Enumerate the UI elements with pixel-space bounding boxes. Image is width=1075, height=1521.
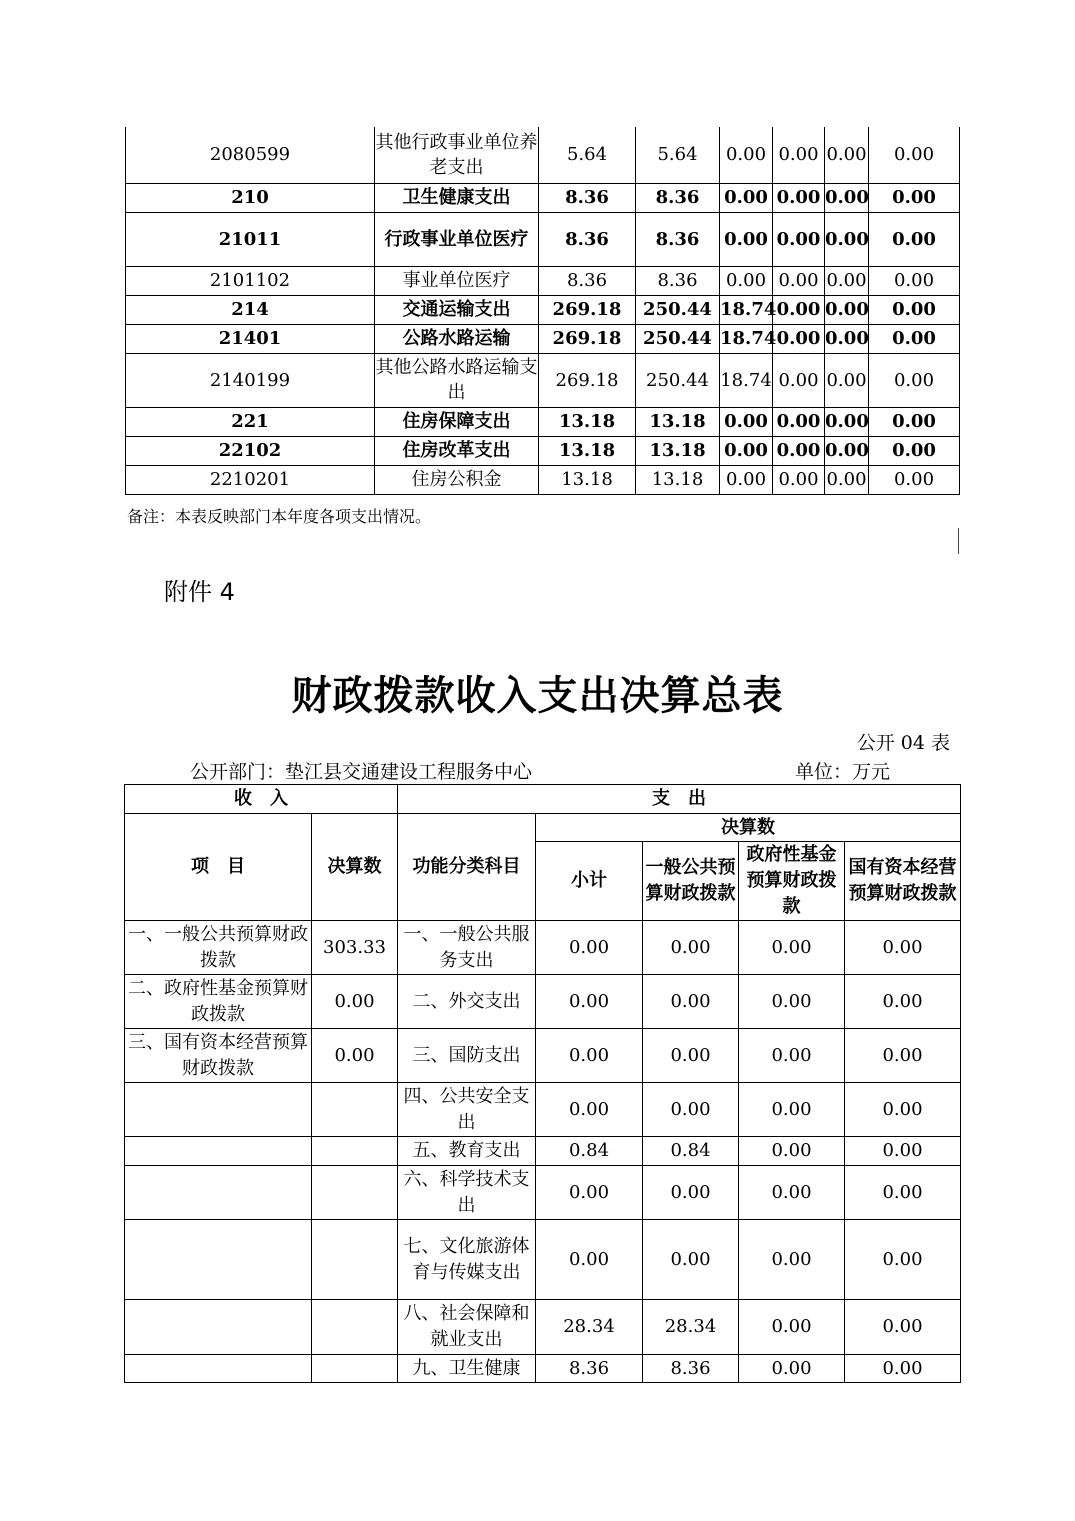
cell-value: 0.00 <box>720 212 773 266</box>
cell-name: 住房公积金 <box>375 465 539 494</box>
cell-function: 八、社会保障和就业支出 <box>398 1300 536 1355</box>
cell-amount <box>312 1220 398 1300</box>
divider <box>958 528 959 554</box>
cell-value: 0.00 <box>869 183 960 212</box>
cell-value: 250.44 <box>636 353 720 407</box>
cell-amount <box>312 1300 398 1355</box>
cell-value: 0.00 <box>825 212 869 266</box>
cell-name: 住房保障支出 <box>375 407 539 436</box>
cell-value: 0.00 <box>869 212 960 266</box>
table-note: 备注：本表反映部门本年度各项支出情况。 <box>127 507 432 526</box>
cell-value: 8.36 <box>539 183 636 212</box>
cell-value: 8.36 <box>643 1355 739 1383</box>
cell-value: 0.00 <box>739 1166 845 1220</box>
cell-value: 0.00 <box>845 975 961 1029</box>
cell-value: 0.00 <box>739 1300 845 1355</box>
cell-code: 221 <box>126 407 375 436</box>
fiscal-summary-table <box>124 784 961 1383</box>
cell-item <box>125 1083 312 1137</box>
cell-value: 0.00 <box>845 1083 961 1137</box>
cell-value: 0.00 <box>773 183 825 212</box>
cell-value: 0.00 <box>869 295 960 324</box>
cell-value: 18.74 <box>720 324 773 353</box>
cell-name: 公路水路运输 <box>375 324 539 353</box>
table-row <box>126 465 960 494</box>
cell-value: 0.00 <box>825 266 869 295</box>
cell-value: 13.18 <box>539 407 636 436</box>
cell-value: 28.34 <box>536 1300 643 1355</box>
cell-function: 六、科学技术支出 <box>398 1166 536 1220</box>
cell-value: 13.18 <box>636 465 720 494</box>
cell-value: 8.36 <box>636 183 720 212</box>
cell-value: 0.00 <box>739 1029 845 1083</box>
cell-code: 2140199 <box>126 353 375 407</box>
cell-code: 210 <box>126 183 375 212</box>
cell-value: 0.00 <box>536 921 643 975</box>
page-title: 财政拨款收入支出决算总表 <box>291 672 784 719</box>
table-row <box>126 127 960 183</box>
cell-value: 0.00 <box>825 127 869 183</box>
cell-code: 2210201 <box>126 465 375 494</box>
table-row <box>125 1166 961 1220</box>
cell-value: 0.00 <box>739 1083 845 1137</box>
header-row <box>125 814 961 842</box>
cell-value: 0.00 <box>845 1355 961 1383</box>
table-row <box>125 1355 961 1383</box>
cell-value: 13.18 <box>539 436 636 465</box>
cell-name: 住房改革支出 <box>375 436 539 465</box>
cell-value: 0.00 <box>739 1355 845 1383</box>
cell-value: 0.84 <box>536 1137 643 1166</box>
cell-value: 8.36 <box>539 212 636 266</box>
cell-item <box>125 1137 312 1166</box>
cell-amount: 303.33 <box>312 921 398 975</box>
header-final: 决算数 <box>536 814 961 842</box>
cell-code: 22102 <box>126 436 375 465</box>
cell-value: 13.18 <box>539 465 636 494</box>
cell-value: 0.00 <box>643 1220 739 1300</box>
cell-value: 0.00 <box>773 436 825 465</box>
cell-value: 0.00 <box>536 1083 643 1137</box>
cell-value: 0.00 <box>869 266 960 295</box>
cell-value: 269.18 <box>539 353 636 407</box>
cell-item <box>125 1220 312 1300</box>
cell-value: 0.00 <box>869 127 960 183</box>
cell-value: 0.00 <box>825 353 869 407</box>
cell-value: 18.74 <box>720 295 773 324</box>
cell-code: 2101102 <box>126 266 375 295</box>
cell-function: 五、教育支出 <box>398 1137 536 1166</box>
cell-amount: 0.00 <box>312 1029 398 1083</box>
cell-item: 二、政府性基金预算财政拨款 <box>125 975 312 1029</box>
cell-value: 0.00 <box>720 465 773 494</box>
cell-value: 0.00 <box>720 183 773 212</box>
table-row <box>126 266 960 295</box>
cell-value: 0.00 <box>869 436 960 465</box>
cell-value: 0.00 <box>720 436 773 465</box>
cell-value: 0.00 <box>773 353 825 407</box>
cell-item <box>125 1166 312 1220</box>
cell-value: 0.00 <box>869 324 960 353</box>
cell-value: 13.18 <box>636 407 720 436</box>
cell-value: 0.00 <box>773 407 825 436</box>
cell-value: 250.44 <box>636 295 720 324</box>
table-row <box>126 183 960 212</box>
cell-value: 0.00 <box>869 353 960 407</box>
cell-function: 一、一般公共服务支出 <box>398 921 536 975</box>
cell-amount <box>312 1083 398 1137</box>
cell-value: 28.34 <box>643 1300 739 1355</box>
cell-value: 0.00 <box>643 975 739 1029</box>
cell-value: 0.00 <box>739 975 845 1029</box>
cell-value: 0.00 <box>825 465 869 494</box>
table-row <box>125 1029 961 1083</box>
header-subtotal: 小计 <box>536 842 643 921</box>
table-row <box>125 921 961 975</box>
cell-value: 0.00 <box>825 436 869 465</box>
table-row <box>125 1300 961 1355</box>
cell-value: 0.00 <box>720 407 773 436</box>
header-fund: 政府性基金预算财政拨款 <box>739 842 845 921</box>
cell-name: 其他行政事业单位养老支出 <box>375 127 539 183</box>
cell-value: 0.00 <box>825 183 869 212</box>
cell-value: 0.00 <box>720 127 773 183</box>
annex-label: 附件 4 <box>164 578 235 606</box>
cell-item <box>125 1300 312 1355</box>
cell-value: 0.00 <box>845 1300 961 1355</box>
cell-value: 0.00 <box>825 295 869 324</box>
cell-value: 5.64 <box>539 127 636 183</box>
cell-value: 269.18 <box>539 324 636 353</box>
cell-name: 行政事业单位医疗 <box>375 212 539 266</box>
cell-amount <box>312 1166 398 1220</box>
cell-value: 0.00 <box>643 1083 739 1137</box>
department-label: 公开部门：垫江县交通建设工程服务中心 <box>190 761 533 783</box>
cell-function: 七、文化旅游体育与传媒支出 <box>398 1220 536 1300</box>
cell-value: 0.00 <box>869 465 960 494</box>
header-expense: 支 出 <box>398 785 961 814</box>
cell-value: 0.00 <box>643 1166 739 1220</box>
cell-value: 0.84 <box>643 1137 739 1166</box>
cell-value: 0.00 <box>869 407 960 436</box>
header-row <box>125 785 961 814</box>
table-row <box>126 353 960 407</box>
table-row <box>126 324 960 353</box>
cell-value: 0.00 <box>773 295 825 324</box>
cell-value: 0.00 <box>739 1220 845 1300</box>
cell-value: 0.00 <box>845 1137 961 1166</box>
cell-value: 0.00 <box>845 921 961 975</box>
cell-code: 2080599 <box>126 127 375 183</box>
table-row <box>125 1137 961 1166</box>
cell-code: 21011 <box>126 212 375 266</box>
cell-value: 8.36 <box>536 1355 643 1383</box>
header-function: 功能分类科目 <box>398 814 536 921</box>
cell-value: 5.64 <box>636 127 720 183</box>
cell-value: 0.00 <box>773 127 825 183</box>
cell-code: 21401 <box>126 324 375 353</box>
cell-item: 一、一般公共预算财政拨款 <box>125 921 312 975</box>
cell-name: 其他公路水路运输支出 <box>375 353 539 407</box>
cell-code: 214 <box>126 295 375 324</box>
cell-value: 8.36 <box>636 266 720 295</box>
table-code: 公开 04 表 <box>856 732 950 754</box>
header-state: 国有资本经营预算财政拨款 <box>845 842 961 921</box>
cell-value: 0.00 <box>845 1029 961 1083</box>
cell-item: 三、国有资本经营预算财政拨款 <box>125 1029 312 1083</box>
cell-value: 0.00 <box>536 975 643 1029</box>
cell-value: 0.00 <box>825 324 869 353</box>
cell-value: 0.00 <box>536 1029 643 1083</box>
table-row <box>126 436 960 465</box>
table-row <box>126 212 960 266</box>
cell-amount: 0.00 <box>312 975 398 1029</box>
cell-value: 269.18 <box>539 295 636 324</box>
cell-value: 0.00 <box>773 324 825 353</box>
cell-name: 事业单位医疗 <box>375 266 539 295</box>
header-income: 收 入 <box>125 785 398 814</box>
cell-value: 250.44 <box>636 324 720 353</box>
cell-function: 二、外交支出 <box>398 975 536 1029</box>
cell-value: 0.00 <box>773 266 825 295</box>
cell-value: 8.36 <box>539 266 636 295</box>
table-row <box>125 975 961 1029</box>
expense-detail-table <box>125 127 960 495</box>
cell-amount <box>312 1137 398 1166</box>
table-row <box>125 1083 961 1137</box>
cell-value: 0.00 <box>773 465 825 494</box>
cell-value: 0.00 <box>773 212 825 266</box>
cell-name: 交通运输支出 <box>375 295 539 324</box>
header-amount: 决算数 <box>312 814 398 921</box>
cell-item <box>125 1355 312 1383</box>
cell-function: 九、卫生健康 <box>398 1355 536 1383</box>
table-row <box>126 295 960 324</box>
cell-value: 0.00 <box>536 1220 643 1300</box>
cell-value: 0.00 <box>720 266 773 295</box>
cell-value: 13.18 <box>636 436 720 465</box>
header-general: 一般公共预算财政拨款 <box>643 842 739 921</box>
table-row <box>125 1220 961 1300</box>
cell-value: 0.00 <box>825 407 869 436</box>
unit-label: 单位：万元 <box>795 761 891 783</box>
cell-value: 18.74 <box>720 353 773 407</box>
cell-function: 四、公共安全支出 <box>398 1083 536 1137</box>
cell-value: 0.00 <box>845 1166 961 1220</box>
cell-value: 8.36 <box>636 212 720 266</box>
cell-value: 0.00 <box>643 921 739 975</box>
cell-value: 0.00 <box>739 1137 845 1166</box>
cell-amount <box>312 1355 398 1383</box>
header-item: 项 目 <box>125 814 312 921</box>
cell-value: 0.00 <box>643 1029 739 1083</box>
cell-name: 卫生健康支出 <box>375 183 539 212</box>
cell-function: 三、国防支出 <box>398 1029 536 1083</box>
cell-value: 0.00 <box>739 921 845 975</box>
table-row <box>126 407 960 436</box>
cell-value: 0.00 <box>845 1220 961 1300</box>
cell-value: 0.00 <box>536 1166 643 1220</box>
